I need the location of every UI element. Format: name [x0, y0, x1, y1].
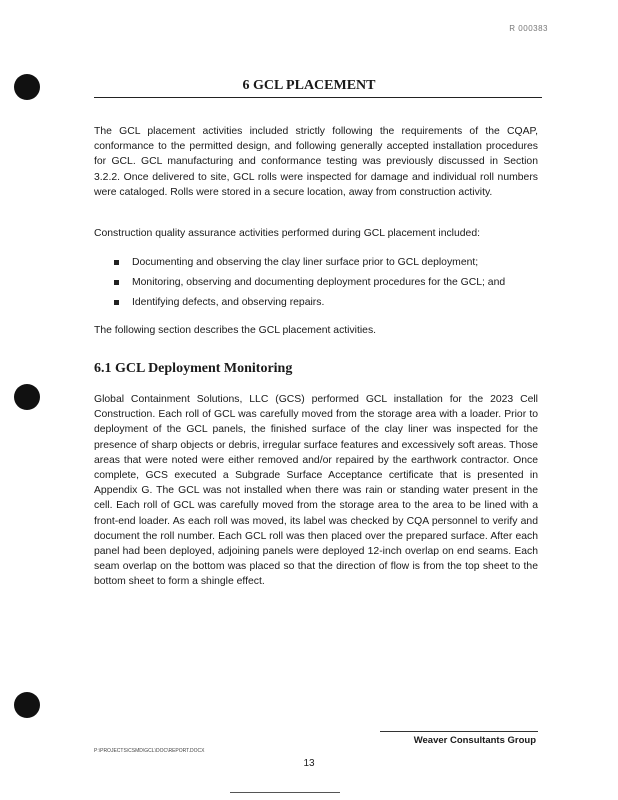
body-paragraph-1	[94, 124, 538, 200]
list-item: Monitoring, observing and documenting deployment procedures for the GCL; and	[114, 273, 544, 293]
paragraph-text: The GCL placement activities included strictly following the requirements of the CQAP, conformance to the permitted design, and following generally accepted installation procedures for GCL. GCL manufacturing and conformance testing was previously discussed in Section 3.2.2. Once delivered to site, GCL rolls were inspected for damage and individual roll numbers were cataloged. Rolls were stored in a secure location, away from construction activity.	[94, 126, 538, 198]
list-item: Identifying defects, and observing repairs.	[114, 293, 544, 313]
page-number: 13	[303, 758, 315, 769]
paragraph-text: The following section describes the GCL placement activities.	[94, 325, 377, 336]
body-paragraph-3	[94, 323, 538, 338]
paragraph-text: Global Containment Solutions, LLC (GCS) performed GCL installation for the 2023 Cell Construction. Each roll of GCL was carefully moved from the storage area with a loader. Prior to deployment of the GCL panels, the finished surface of the clay liner was inspected for the presence of sharp objects or debris, irregular surface features and excessively soft areas. Those areas that were noted were either removed and/or repaired by the earthwork contractor. Once complete, GCS executed a Subgrade Surface Acceptance certificate that is presented in Appendix G. The GCL was not installed when there was rain or standing water present in the cell. Each roll of GCL was carefully moved from the storage area to the area to be lined with a front-end loader. As each roll was moved, its label was checked by CQA personnel to verify and document the roll number. Each GCL roll was then placed over the prepared surface. After each panel had been deployed, adjoining panels were deployed 12-inch overlap on end seams. Each seam overlap on the bottom was placed so that the direction of flow is from the top sheet to the bottom sheet to form a shingle effect.	[94, 394, 538, 588]
list-item: Documenting and observing the clay liner surface prior to GCL deployment;	[114, 253, 544, 273]
section-title: 6 GCL PLACEMENT	[242, 78, 376, 93]
subsection-title: 6.1 GCL Deployment Monitoring	[94, 361, 293, 376]
paragraph-text: Construction quality assurance activities performed during GCL placement included:	[94, 228, 480, 239]
body-paragraph-2	[94, 226, 538, 241]
binder-hole-middle	[14, 384, 40, 410]
activity-list	[114, 253, 544, 313]
body-paragraph-4	[94, 392, 538, 590]
title-rule	[94, 97, 542, 98]
footer-rule	[380, 731, 538, 732]
footer-file-path: P:\PROJECTS\CSMD\GCL\DOC\REPORT.DOCX	[94, 748, 205, 754]
page-id: R 000383	[509, 24, 548, 33]
scan-mark	[230, 792, 340, 793]
footer-company: Weaver Consultants Group	[413, 735, 536, 746]
binder-hole-bottom	[14, 692, 40, 718]
